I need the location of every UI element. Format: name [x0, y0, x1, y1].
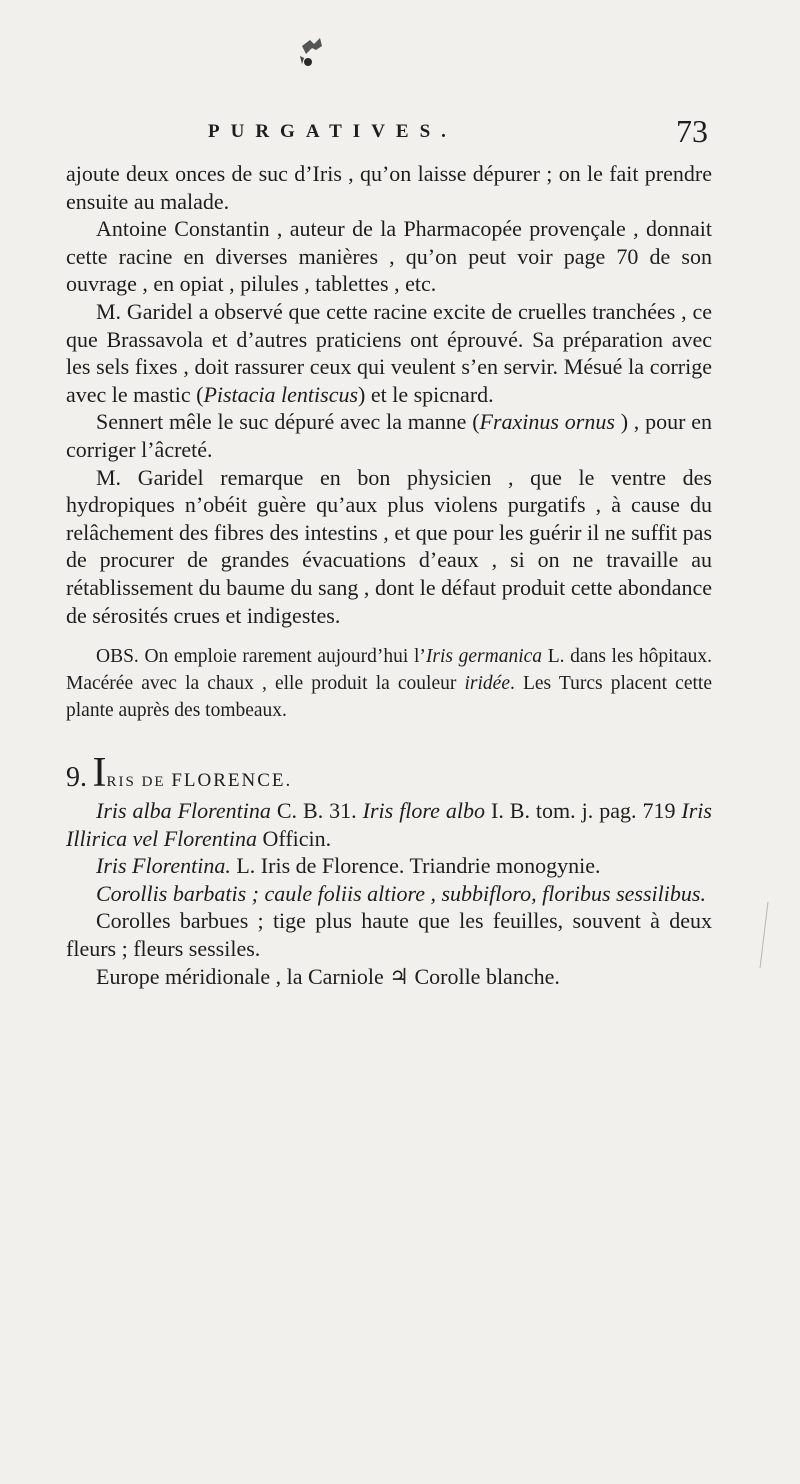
synonym-2-ref: I. B. tom. j. pag. 719: [485, 798, 682, 824]
obs-italic-iris-germanica: Iris germanica: [425, 646, 543, 668]
paragraph-3-text-a: M. Garidel a observé que cette racine excite de cruelles tranchées , ce que Brassavola et d’autres praticiens ont éprouvé. Sa préparation avec les sels fixes , doit rassurer ceux qui veulent s’en servir. Mésué la corrige avec le mastic (: [66, 298, 712, 407]
synonym-3-ref: Officin.: [257, 825, 332, 851]
paragraph-5: M. Garidel remarque en bon physicien , que le ventre des hydropiques n’obéit guère qu’aux plus violens purgatifs , à cause du relâchement des fibres des intestins , et que pour les guérir il ne suffit pas de procurer de grandes évacuations d’eaux , si on ne travaille au rétablissement du baume du sang , dont le défaut produit cette abondance de sérosités crues et indigestes.: [66, 464, 712, 628]
synonym-3: Iris Illirica vel Florentina: [66, 798, 712, 851]
synonym-4: Iris Florentina.: [96, 853, 231, 879]
paragraph-1: ajoute deux onces de suc d’Iris , qu’on laisse dépurer ; on le fait prendre ensuite au malade.: [66, 161, 712, 214]
synonyms: [66, 797, 712, 852]
paragraph-4-text-b: ) , pour en corriger l’âcreté.: [66, 409, 712, 462]
linnaean-name: [66, 852, 712, 880]
paragraph-2: Antoine Constantin , auteur de la Pharmacopée provençale , donnait cette racine en diverses manières , qu’on peut voir page 70 de son ouvrage , en opiat , pilules , tablettes , etc.: [66, 216, 712, 297]
obs-text-b: L. dans les hôpitaux. Macérée avec la chaux , elle produit la couleur: [66, 646, 712, 695]
french-description: Corolles barbues ; tige plus haute que les feuilles, souvent à deux fleurs ; fleurs sessiles.: [66, 908, 712, 962]
synonym-1-ref: C. B. 31.: [270, 798, 363, 824]
entry-title-rest: RIS DE: [106, 774, 172, 791]
entry-heading: [66, 750, 712, 797]
entry-title-florence: FLORENCE.: [171, 770, 293, 792]
latin-description-text: Corollis barbatis ; caule foliis altiore , subbifloro, floribus sessilibus.: [96, 880, 706, 906]
running-head: [208, 113, 708, 153]
latin-name-pistacia: Pistacia lentiscus: [203, 381, 359, 407]
paragraph-3-text-b: ) et le spicnard.: [358, 381, 494, 407]
habitat: Europe méridionale , la Carniole ♃ Corolle blanche.: [96, 963, 560, 989]
latin-description: [66, 880, 712, 908]
body-text: [66, 160, 712, 990]
paper-mark-icon: [758, 900, 770, 970]
obs-italic-iridee: iridée: [464, 673, 510, 695]
ornament-icon: [292, 36, 332, 70]
paragraph-3: [66, 298, 712, 408]
latin-name-fraxinus: Fraxinus ornus: [479, 409, 615, 435]
synonym-1: Iris alba Florentina: [96, 798, 271, 824]
synonym-4-ref: L. Iris de Florence. Triandrie monogynie.: [230, 853, 601, 879]
running-title: PURGATIVES.: [208, 121, 457, 142]
obs-text-a: OBS. On emploie rarement aujourd’hui l’: [96, 646, 426, 668]
obs-text-c: . Les Turcs placent cette plante auprès des tombeaux.: [66, 673, 712, 722]
entry-initial: I: [92, 750, 107, 797]
paragraph-4-text-a: Sennert mêle le suc dépuré avec la manne (: [96, 409, 480, 435]
paragraph-4: [66, 408, 712, 463]
entry-number: 9.: [66, 762, 87, 794]
synonym-2: Iris flore albo: [362, 798, 486, 824]
observation-note: [66, 643, 712, 724]
page-number: 73: [676, 113, 708, 149]
